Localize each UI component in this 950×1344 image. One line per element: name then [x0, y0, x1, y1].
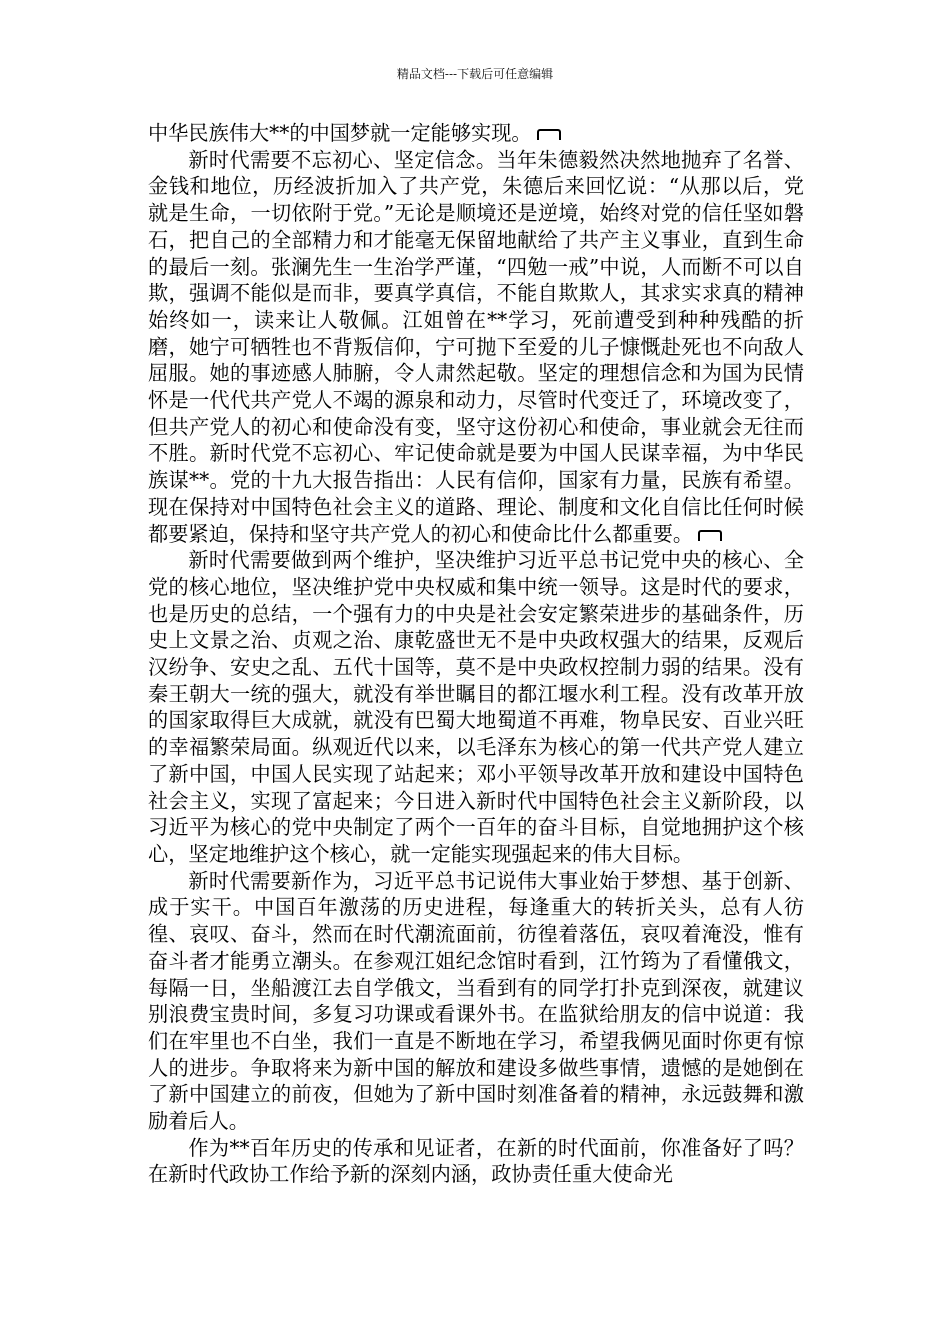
paragraph: [148, 147, 804, 548]
paragraph-mark-icon: [536, 129, 562, 140]
paragraph-text: 新时代需要做到两个维护，坚决维护习近平总书记党中央的核心、全党的核心地位，坚决维护党中央权威和集中统一领导。这是时代的要求，也是历史的总结，一个强有力的中央是社会安定繁荣进步的基础条件，历史上文景之治、贞观之治、康乾盛世无不是中央政权强大的结果，反观后汉纷争、安史之乱、五代十国等，莫不是中央政权控制力弱的结果。没有秦王朝大一统的强大，就没有举世瞩目的都江堰水利工程。没有改革开放的国家取得巨大成就，就没有巴蜀大地蜀道不再难，物阜民安、百业兴旺的幸福繁荣局面。纵观近代以来，以毛泽东为核心的第一代共产党人建立了新中国，中国人民实现了站起来；邓小平领导改革开放和建设中国特色社会主义，实现了富起来；今日进入新时代中国特色社会主义新阶段，以习近平为核心的党中央制定了两个一百年的奋斗目标，自觉地拥护这个核心，坚定地维护这个核心，就一定能实现强起来的伟大目标。: [148, 548, 804, 866]
paragraph-text: 作为**百年历史的传承和见证者，在新的时代面前，你准备好了吗？在新时代政协工作给予新的深刻内涵，政协责任重大使命光: [148, 1135, 804, 1187]
paragraph: [148, 868, 804, 1135]
paragraph: [148, 120, 804, 147]
page-header: 精品文档---下载后可任意编辑: [396, 67, 554, 81]
paragraph: [148, 1135, 804, 1188]
paragraph-text: 新时代需要新作为，习近平总书记说伟大事业始于梦想、基于创新、成于实干。中国百年激荡的历史进程，每逢重大的转折关头，总有人彷徨、哀叹、奋斗，然而在时代潮流面前，彷徨着落伍，哀叹着淹没，惟有奋斗者才能勇立潮头。在参观江姐纪念馆时看到，江竹筠为了看懂俄文，每隔一日，坐船渡江去自学俄文，当看到有的同学打扑克到深夜，就建议别浪费宝贵时间，多复习功课或看课外书。在监狱给朋友的信中说道：我们在牢里也不白坐，我们一直是不断地在学习，希望我俩见面时你更有惊人的进步。争取将来为新中国的解放和建设多做些事情，遗憾的是她倒在了新中国建立的前夜，但她为了新中国时刻准备着的精神，永远鼓舞和激励着后人。: [148, 868, 804, 1134]
paragraph: [148, 547, 804, 867]
paragraph-mark-icon: [697, 530, 723, 541]
paragraph-text: 新时代需要不忘初心、坚定信念。当年朱德毅然决然地抛弃了名誉、金钱和地位，历经波折加入了共产党，朱德后来回忆说：“从那以后，党就是生命，一切依附于党。”无论是顺境还是逆境，始终对党的信任坚如磐石，把自己的全部精力和才能毫无保留地献给了共产主义事业，直到生命的最后一刻。张澜先生一生治学严谨，“四勉一戒”中说，人而断不可以自欺，强调不能似是而非，要真学真信，不能自欺欺人，其求实求真的精神始终如一，读来让人敬佩。江姐曾在**学习，死前遭受到种种残酷的折磨，她宁可牺牲也不背叛信仰，宁可抛下至爱的儿子慷慨赴死也不向敌人屈服。她的事迹感人肺腑，令人肃然起敬。坚定的理想信念和为国为民情怀是一代代共产党人不竭的源泉和动力，尽管时代变迁了，环境改变了，但共产党人的初心和使命没有变，坚守这份初心和使命，事业就会无往而不胜。新时代党不忘初心、牢记使命就是要为中国人民谋幸福，为中华民族谋**。党的十九大报告指出：人民有信仰，国家有力量，民族有希望。现在保持对中国特色社会主义的道路、理论、制度和文化自信比任何时候都要紧迫，保持和坚守共产党人的初心和使命比什么都重要。: [148, 147, 804, 546]
paragraph-text: 中华民族伟大**的中国梦就一定能够实现。: [148, 121, 532, 145]
document-body: [148, 120, 804, 1188]
